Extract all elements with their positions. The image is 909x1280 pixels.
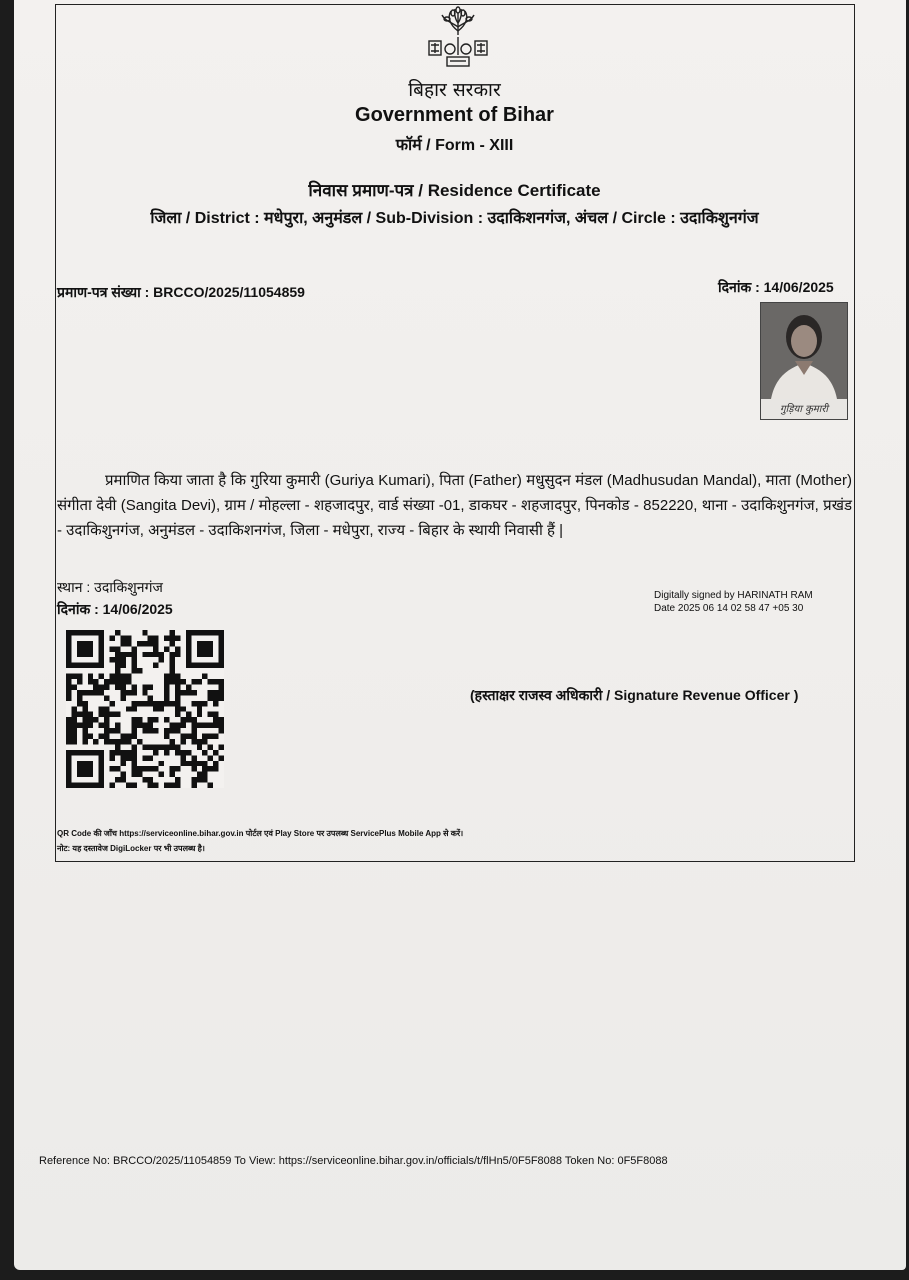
form-number: फॉर्म / Form - XIII	[395, 137, 514, 154]
applicant-photo	[760, 302, 848, 420]
qr-note: QR Code की जाँच https://serviceonline.bihar.gov.in पोर्टल एवं Play Store पर उपलब्ध ServicePlus Mobile App से करें।	[57, 829, 464, 838]
reference-line: Reference No: BRCCO/2025/11054859 To View: https://serviceonline.bihar.gov.in/officials/t/flHn5/0F5F8088 Token No: 0F5F8088	[39, 1155, 668, 1167]
certificate-title: निवास प्रमाण-पत्र / Residence Certificate	[308, 181, 601, 200]
digital-signature-date: Date 2025 06 14 02 58 47 +05 30	[654, 603, 804, 614]
digital-signature-name: Digitally signed by HARINATH RAM	[654, 590, 813, 601]
district-line: जिला / District : मधेपुरा, अनुमंडल / Sub-Division : उदाकिशनगंज, अंचल / Circle : उदाकिशुनगंज	[150, 210, 759, 227]
place-line: स्थान : उदाकिशुनगंज	[57, 579, 163, 595]
bihar-emblem-icon	[425, 5, 491, 69]
signature-line: (हस्ताक्षर राजस्व अधिकारी / Signature Revenue Officer )	[470, 687, 799, 703]
footer-date: दिनांक : 14/06/2025	[57, 601, 173, 617]
certificate-body: प्रमाणित किया जाता है कि गुरिया कुमारी (Guriya Kumari), पिता (Father) मधुसुदन मंडल (Madhusudan Mandal), माता (Mother) संगीता देवी (Sangita Devi), ग्राम / मोहल्ला - शहजादपुर, वार्ड संख्या -01, डाकघर - शहजादपुर, पिनकोड - 852220, थाना - उदाकिशुनगंज, प्रखंड - उदाकिशुनगंज, अनुमंडल - उदाकिशनगंज, जिला - मधेपुरा, राज्य - बिहार के स्थायी निवासी हैं |	[57, 472, 852, 539]
qr-code[interactable]	[66, 626, 224, 792]
hindi-title: बिहार सरकार	[408, 79, 501, 101]
issue-date: दिनांक : 14/06/2025	[718, 279, 834, 295]
digilocker-note: नोट: यह दस्तावेज DigiLocker पर भी उपलब्ध है।	[57, 844, 205, 853]
photo-signature: गुड़िया कुमारी	[779, 404, 829, 415]
certificate-number: प्रमाण-पत्र संख्या : BRCCO/2025/11054859	[57, 284, 305, 300]
government-title: Government of Bihar	[355, 104, 554, 126]
